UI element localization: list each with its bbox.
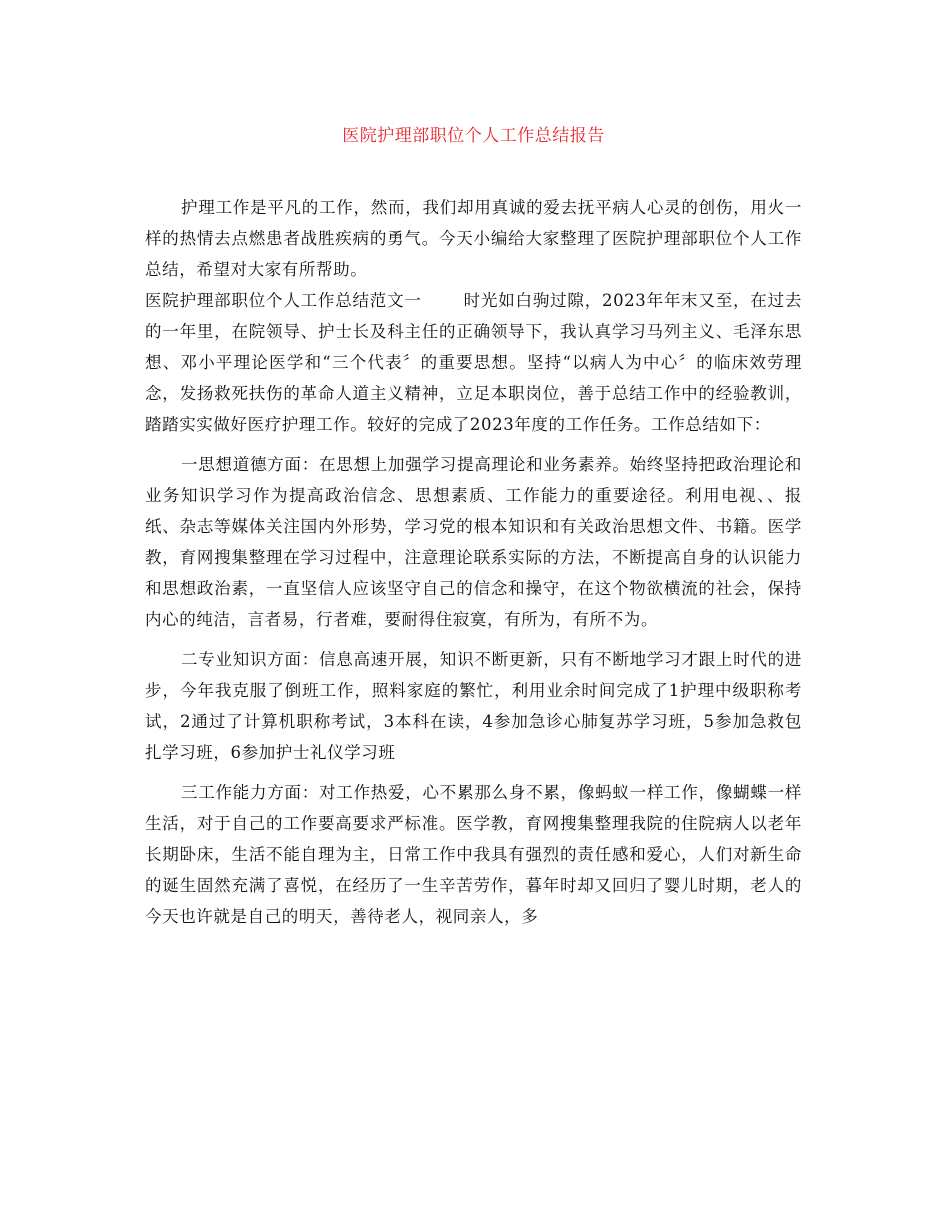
document-body (145, 192, 802, 932)
body-paragraph-professional-knowledge: 二专业知识方面：信息高速开展，知识不断更新，只有不断地学习才跟上时代的进步，今年我克服了倒班工作，照料家庭的繁忙，利用业余时间完成了1护理中级职称考试，2通过了计算机职称考试，3本科在读，4参加急诊心肺复苏学习班，5参加急救包扎学习班，6参加护士礼仪学习班 (145, 650, 802, 762)
document-title: 医院护理部职位个人工作总结报告 (342, 126, 605, 146)
section-heading: 医院护理部职位个人工作总结范文一 (145, 291, 422, 310)
section-paragraph (145, 285, 802, 440)
intro-paragraph: 护理工作是平凡的工作，然而，我们却用真诚的爱去抚平病人心灵的创伤，用火一样的热情去点燃患者战胜疾病的勇气。今天小编给大家整理了医院护理部职位个人工作总结，希望对大家有所帮助。 (145, 198, 802, 279)
body-paragraph-ideology: 一思想道德方面：在思想上加强学习提高理论和业务素养。始终坚持把政治理论和业务知识学习作为提高政治信念、思想素质、工作能力的重要途径。利用电视、、报纸、杂志等媒体关注国内外形势，学习党的根本知识和有关政治思想文件、书籍。医学教，育网搜集整理在学习过程中，注意理论联系实际的方法，不断提高自身的认识能力和思想政治素，一直坚信人应该坚守自己的信念和操守，在这个物欲横流的社会，保持内心的纯洁，言者易，行者难，要耐得住寂寞，有所为，有所不为。 (145, 455, 802, 629)
section-intro-text: 时光如白驹过隙，2023年年末又至，在过去的一年里，在院领导、护士长及科主任的正确领导下，我认真学习马列主义、毛泽东思想、邓小平理论医学和“三个代表〞的重要思想。坚持“以病人为中心〞的临床效劳理念，发扬救死扶伤的革命人道主义精神，立足本职岗位，善于总结工作中的经验教训，踏踏实实做好医疗护理工作。较好的完成了2023年度的工作任务。工作总结如下： (145, 291, 802, 434)
body-paragraph-work-ability: 三工作能力方面：对工作热爱，心不累那么身不累，像蚂蚁一样工作，像蝴蝶一样生活，对于自己的工作要高要求严标准。医学教，育网搜集整理我院的住院病人以老年长期卧床，生活不能自理为主，日常工作中我具有强烈的责任感和爱心，人们对新生命的诞生固然充满了喜悦，在经历了一生辛苦劳作，暮年时却又回归了婴儿时期，老人的今天也许就是自己的明天，善待老人，视同亲人，多 (145, 783, 802, 926)
